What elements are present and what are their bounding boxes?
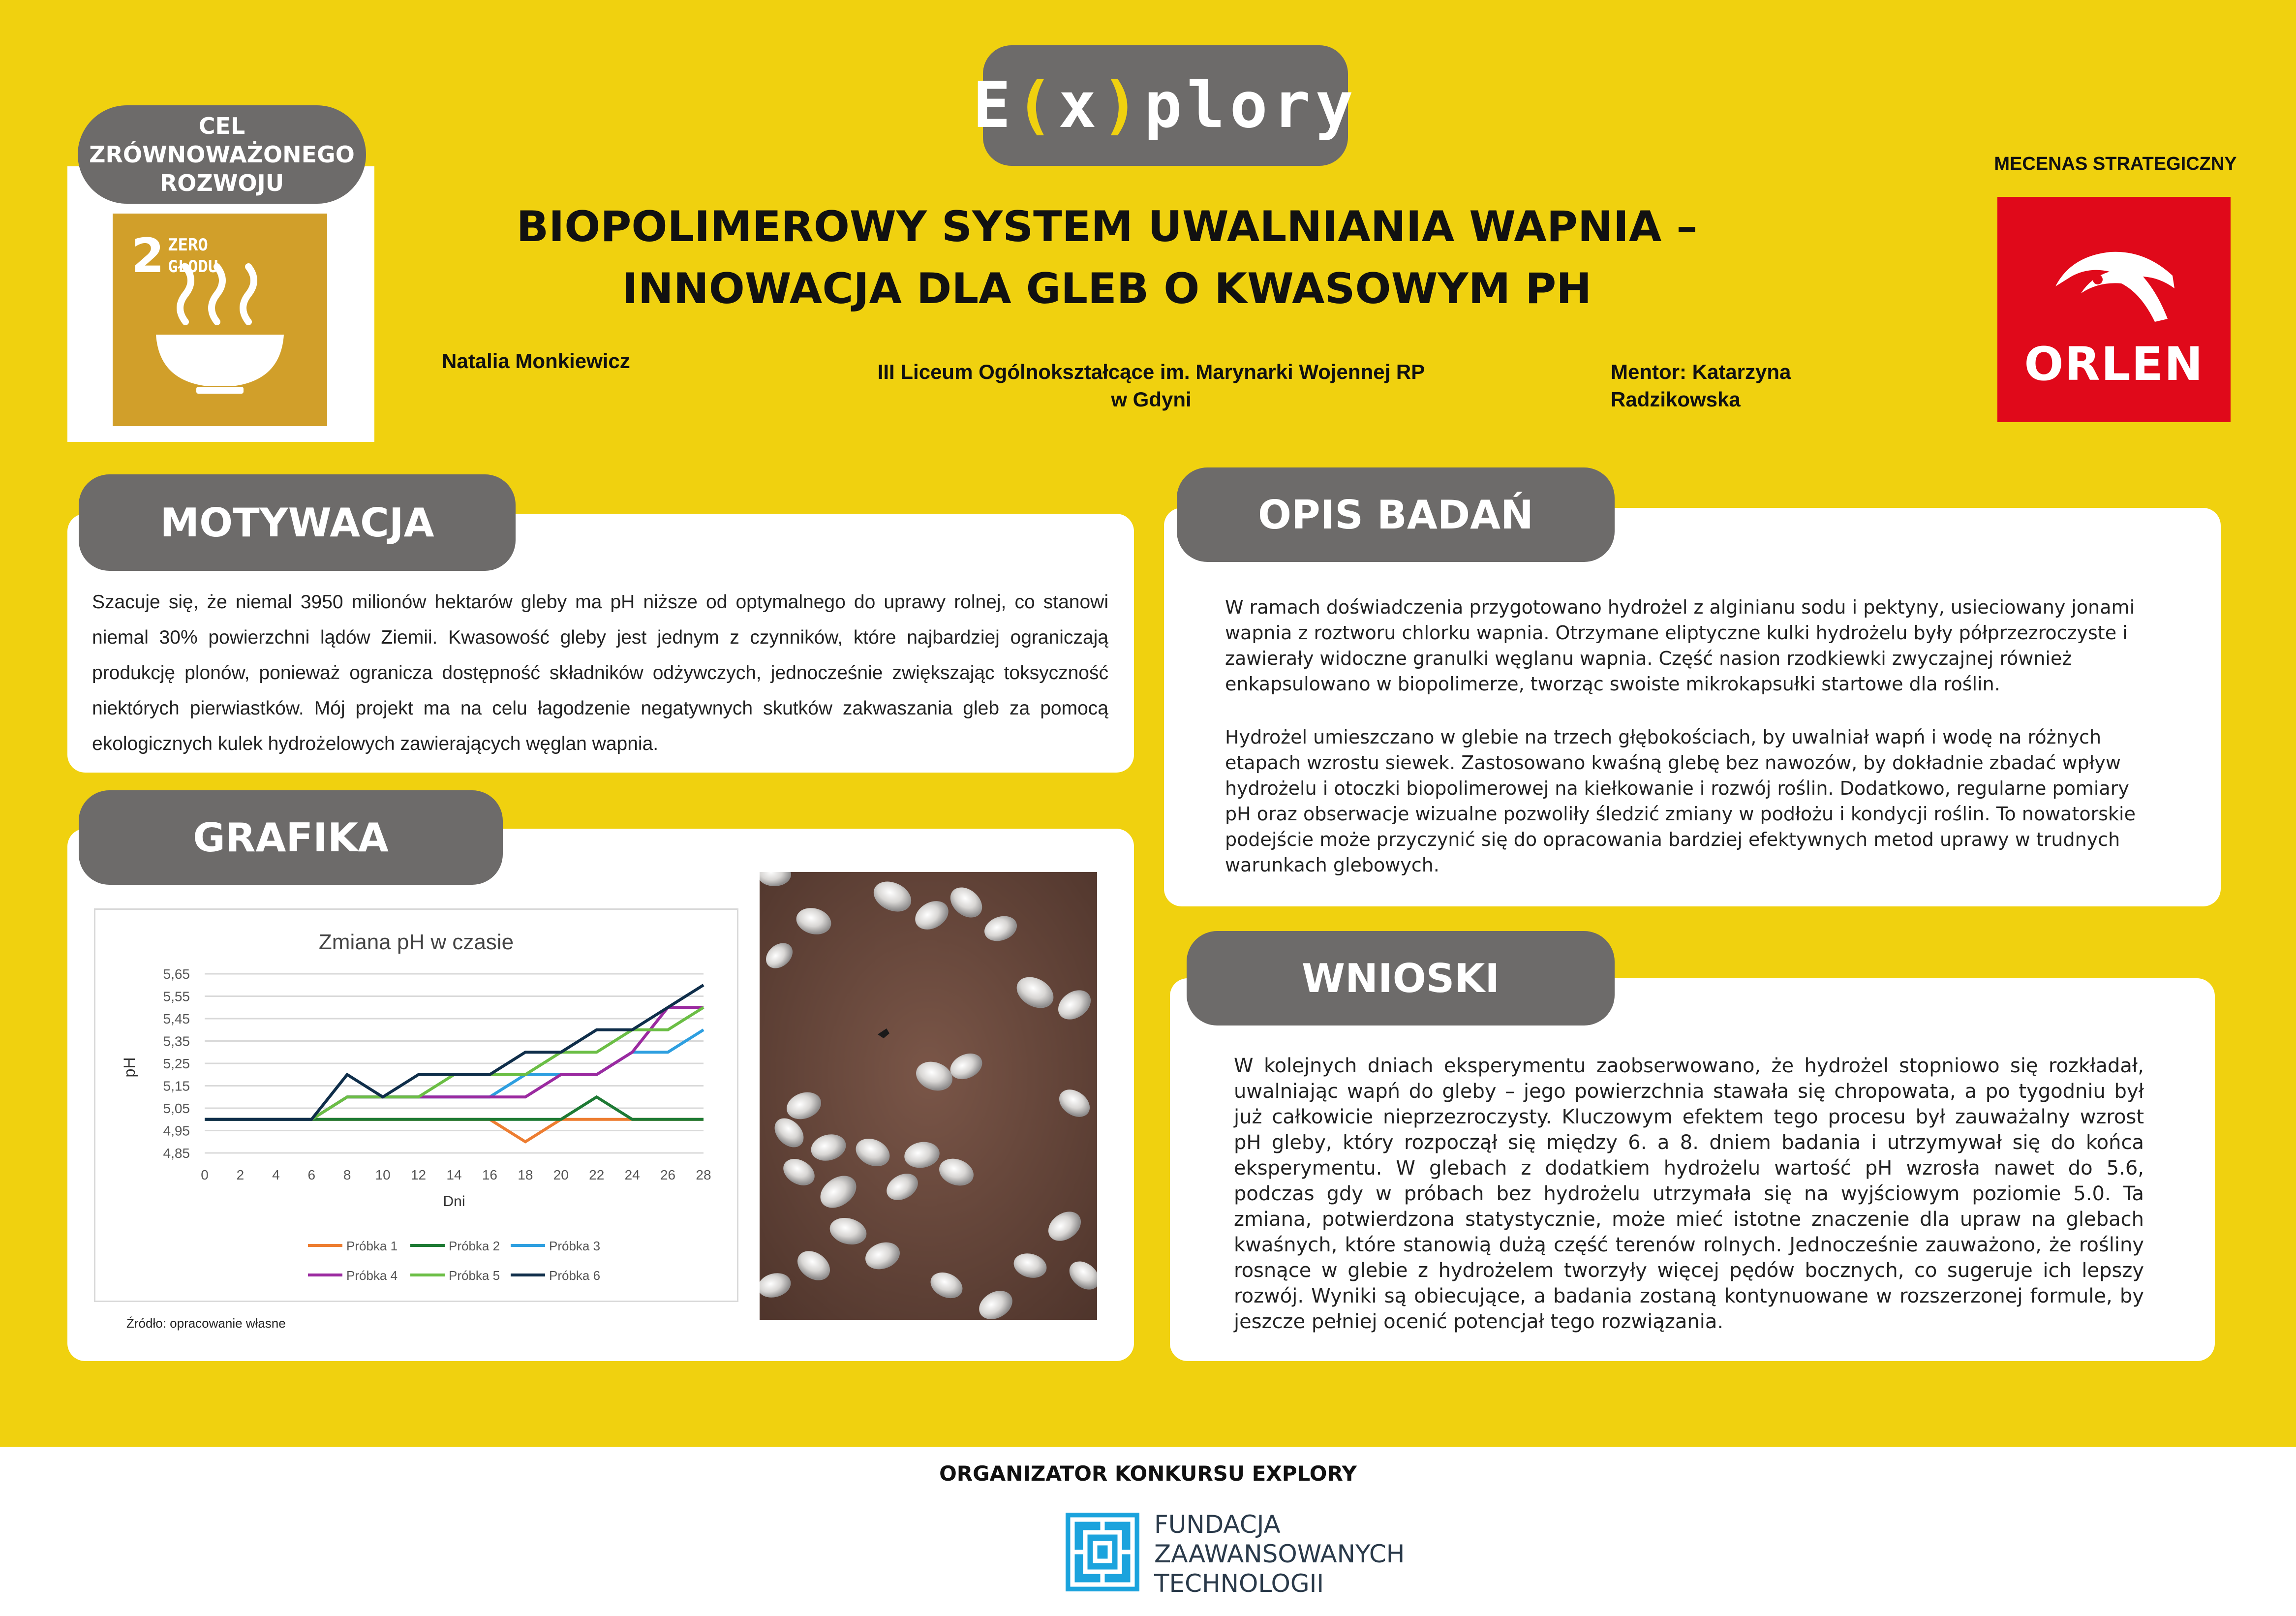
x-tick-label: 20 xyxy=(553,1167,569,1182)
y-tick-label: 5,15 xyxy=(163,1078,190,1094)
motywacja-text: Szacuje się, że niemal 3950 milionów hektarów gleby ma pH niższe od optymalnego do uprawy rolnej, co stanowi niemal 30% powierzchni lądów Ziemii. Kwasowość gleby jest jednym z czynników, które najbardziej ograniczają produkcję plonów, ponieważ ogranicza dostępność składników odżywczych, jednocześnie zwiększając toksyczność niektórych pierwiastków. Mój projekt ma na celu łagodzenie negatywnych skutków zakwaszania gleb za pomocą ekologicznych kulek hydrożelowych zawierających węglan wapnia. xyxy=(92,591,1108,754)
opis-card xyxy=(1164,508,2221,906)
x-tick-label: 0 xyxy=(201,1167,209,1182)
x-tick-label: 8 xyxy=(343,1167,351,1182)
legend-label: Próbka 5 xyxy=(449,1268,500,1283)
fzt-text xyxy=(1154,1510,1405,1598)
sdg-heading-line-1: CEL xyxy=(198,113,245,139)
sponsor-logo-text: ORLEN xyxy=(2024,338,2204,391)
fzt-line-3: TECHNOLOGII xyxy=(1154,1569,1324,1598)
opis-paragraph-2: Hydrożel umieszczano w glebie na trzech głębokościach, by uwalniał wapń i wodę na różnych etapach wzrostu siewek. Zastosowano kwaśną glebę bez nawozów, by dokładnie zbadać wpływ hydrożelu i otoczki biopolimerowej na kiełkowanie i rozwój roślin. Dodatkowo, regularne pomiary pH oraz obserwacje wizualne pozwoliły śledzić zmiany w podłożu i kondycji roślin. To nowatorskie podejście może przyczynić się do opracowania bardziej efektywnych metod uprawy w trudnych warunkach glebowych. xyxy=(1225,726,2136,876)
brand-post: plory xyxy=(1144,69,1358,142)
legend-label: Próbka 4 xyxy=(346,1268,398,1283)
school-line-1: III Liceum Ogólnokształcące im. Marynarki Wojennej RP xyxy=(877,360,1425,383)
chart-source: Źródło: opracowanie własne xyxy=(126,1316,286,1331)
motywacja-heading: MOTYWACJA xyxy=(79,474,516,571)
hydrogel-beads-image xyxy=(760,872,1097,1320)
sdg-number: 2 xyxy=(131,228,164,283)
mentor-line-2: Radzikowska xyxy=(1611,388,1741,411)
chart-ylabel: pH xyxy=(121,1057,138,1078)
wnioski-card xyxy=(1170,978,2215,1361)
grafika-card xyxy=(67,829,1134,1361)
series-line-6 xyxy=(205,985,704,1119)
x-tick-label: 12 xyxy=(410,1167,427,1182)
sdg-heading-line-2: ZRÓWNOWAŻONEGO xyxy=(89,141,355,168)
fzt-line-1: FUNDACJA xyxy=(1154,1510,1281,1539)
legend-label: Próbka 6 xyxy=(549,1268,601,1283)
poster-title-line-2: INNOWACJA DLA GLEB O KWASOWYM PH xyxy=(622,264,1592,313)
fzt-logo xyxy=(1066,1505,1405,1608)
brand-pre: E xyxy=(973,69,1016,142)
sdg-label-line-2: GŁODU xyxy=(168,257,218,277)
y-tick-label: 4,85 xyxy=(163,1146,190,1161)
ph-line-chart xyxy=(95,910,737,1301)
legend-label: Próbka 1 xyxy=(346,1239,398,1253)
sponsor-logo xyxy=(1997,197,2231,422)
x-tick-label: 6 xyxy=(307,1167,316,1182)
x-tick-label: 24 xyxy=(624,1167,640,1182)
fzt-line-2: ZAAWANSOWANYCH xyxy=(1154,1540,1405,1568)
y-tick-label: 5,55 xyxy=(163,989,190,1004)
x-tick-label: 14 xyxy=(446,1167,462,1182)
brand-logo xyxy=(973,45,1358,166)
y-tick-label: 5,05 xyxy=(163,1101,190,1116)
sdg-tile xyxy=(113,214,327,426)
brand-x: x xyxy=(1058,69,1102,142)
organizer-label: ORGANIZATOR KONKURSU EXPLORY xyxy=(939,1461,1357,1486)
x-tick-label: 26 xyxy=(660,1167,676,1182)
chart-title: Zmiana pH w czasie xyxy=(318,930,514,954)
author-name: Natalia Monkiewicz xyxy=(442,349,630,373)
grafika-heading: GRAFIKA xyxy=(79,790,503,885)
sdg-heading-line-3: ROZWOJU xyxy=(159,170,284,196)
y-tick-label: 5,25 xyxy=(163,1056,190,1071)
legend-label: Próbka 2 xyxy=(449,1239,500,1253)
x-tick-label: 16 xyxy=(482,1167,498,1182)
opis-heading: OPIS BADAŃ xyxy=(1177,467,1615,562)
poster-title-line-1: BIOPOLIMEROWY SYSTEM UWALNIANIA WAPNIA – xyxy=(516,202,1698,251)
y-tick-label: 5,45 xyxy=(163,1011,190,1026)
x-tick-label: 18 xyxy=(518,1167,533,1182)
organizer-strip xyxy=(0,1447,2296,1616)
y-tick-label: 5,65 xyxy=(163,966,190,982)
poster-title xyxy=(433,196,1781,320)
school-name xyxy=(807,358,1496,413)
chart-panel xyxy=(94,908,738,1302)
x-tick-label: 2 xyxy=(236,1167,245,1182)
wnioski-heading: WNIOSKI xyxy=(1187,931,1615,1026)
opis-paragraph-1: W ramach doświadczenia przygotowano hydrożel z alginianu sodu i pektyny, usieciowany jonami wapnia z roztworu chlorku wapnia. Otrzymane eliptyczne kulki hydrożelu były półprzezroczyste i zawierały widoczne granulki węglanu wapnia. Część nasion rzodkiewki zwyczajnej również enkapsulowano w biopolimerze, tworząc swoiste mikrokapsułki startowe dla roślin. xyxy=(1225,596,2135,695)
brand-rparen: ) xyxy=(1101,69,1144,142)
sponsor-label: MECENAS STRATEGICZNY xyxy=(1994,154,2237,174)
y-tick-label: 4,95 xyxy=(163,1123,190,1139)
x-tick-label: 10 xyxy=(375,1167,391,1182)
y-tick-label: 5,35 xyxy=(163,1033,190,1049)
soup-bowl-icon xyxy=(113,214,327,426)
school-line-2: w Gdyni xyxy=(1111,388,1192,411)
hydrogel-photo xyxy=(760,872,1097,1320)
legend-label: Próbka 3 xyxy=(549,1239,601,1253)
mentor-name xyxy=(1611,358,1791,413)
x-tick-label: 4 xyxy=(272,1167,280,1182)
sdg-label-line-1: ZERO xyxy=(168,235,208,255)
sdg-heading xyxy=(78,105,366,204)
mentor-line-1: Mentor: Katarzyna xyxy=(1611,360,1791,383)
x-tick-label: 28 xyxy=(696,1167,711,1182)
brand-lparen: ( xyxy=(1015,69,1059,142)
fzt-maze-icon xyxy=(1066,1513,1139,1591)
wnioski-text: W kolejnych dniach eksperymentu zaobserwowano, że hydrożel stopniowo się rozkładał, uwalniając wapń do gleby – jego powierzchnia stawała się chropowata, a po tygodniu był już całkowicie nieprzezroczysty. Kluczowym efektem tego procesu był zauważalny wzrost pH gleby, który rozpoczął się między 6. a 8. dniem badania i utrzymywał się do końca eksperymentu. W glebach z dodatkiem hydrożelu wartość pH wzrosła nawet do 5.6, podczas gdy w próbach bez hydrożelu utrzymała się na wyjściowym poziomie 5.0. Ta zmiana, potwierdzona statystycznie, może mieć istotne znaczenie dla upraw na glebach kwaśnych, które stanowią dużą część terenów rolnych. Jednocześnie zauważono, że rośliny rosnące w glebie z hydrożelem tworzyły więcej pędów bocznych, co sugeruje ich lepszy rozwój. Wyniki są obiecujące, a badania zostaną kontynuowane w rozszerzonej formule, by jeszcze pełniej ocenić potencjał tego rozwiązania. xyxy=(1234,1055,2144,1333)
chart-xlabel: Dni xyxy=(443,1193,465,1210)
x-tick-label: 22 xyxy=(589,1167,605,1182)
